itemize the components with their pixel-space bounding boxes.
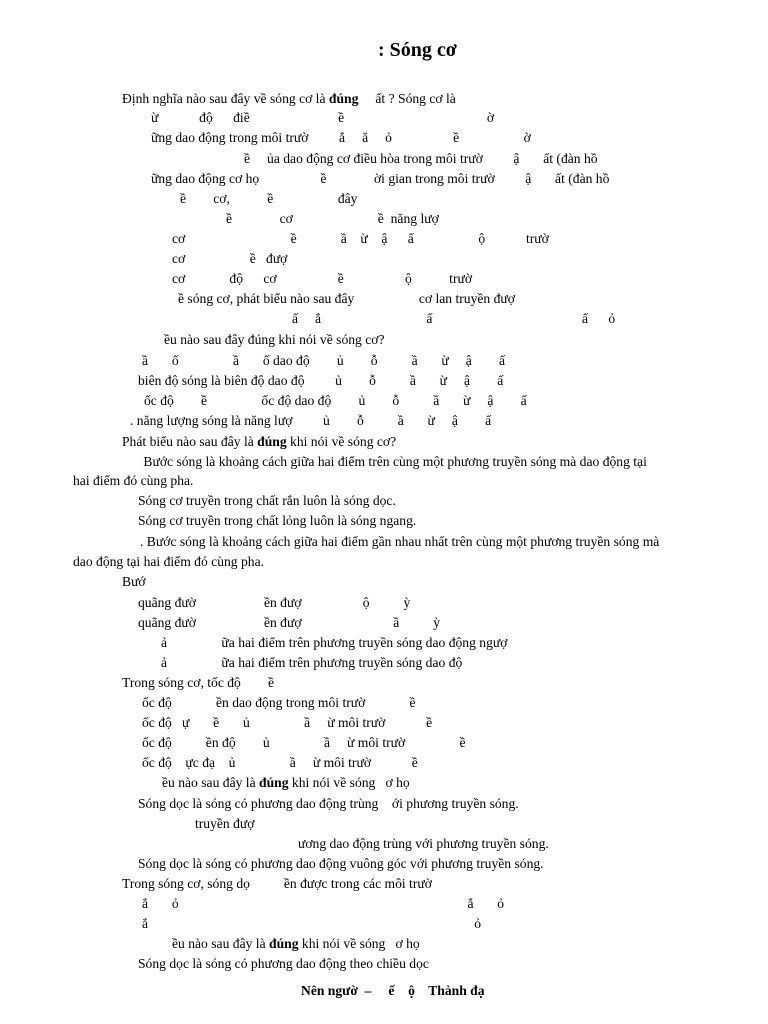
text-line — [142, 915, 481, 932]
text-line — [151, 129, 531, 146]
text-line — [144, 392, 527, 409]
text-line — [172, 250, 287, 267]
text-line — [298, 835, 549, 852]
text-line — [161, 634, 507, 651]
text-line — [122, 573, 146, 590]
text-segment: khi nói về sóng ơ họ — [288, 775, 410, 790]
text-segment: cơ ề ầ ừ ậ ấ ộ trườ — [172, 231, 549, 246]
text-segment: ững dao động trong môi trườ ắ ă ỏ ề ờ — [151, 130, 531, 145]
text-segment: Trong sóng cơ, tốc độ ề — [122, 675, 275, 690]
text-line — [122, 674, 274, 691]
text-segment: ề sóng cơ, phát biểu nào sau đây cơ lan truyền đượ — [178, 291, 515, 306]
text-segment: ả ữa hai điểm trên phương truyền sóng dao độ — [161, 655, 463, 670]
text-segment: hai điểm đó cùng pha. — [73, 473, 194, 488]
text-segment: biên độ sóng là biên độ dao độ ủ ỗ ầ ừ ậ ấ — [138, 373, 504, 388]
text-segment: ốc độ ền độ ủ ầ ừ môi trườ ề — [142, 735, 466, 750]
bold-text: đúng — [269, 936, 299, 951]
text-line — [195, 815, 254, 832]
text-line — [180, 190, 357, 207]
text-segment: Sóng cơ truyền trong chất lỏng luôn là sóng ngang. — [138, 513, 417, 528]
text-line — [172, 935, 420, 952]
text-segment: quãng đườ ền đượ ộ ỳ — [138, 595, 411, 610]
text-line — [138, 594, 410, 611]
text-line — [142, 352, 505, 369]
text-segment: Trong sóng cơ, sóng dọ ền được trong các môi trườ — [122, 876, 432, 891]
text-segment: Bước sóng là khoảng cách giữa hai điểm trên cùng một phương truyền sóng mà dao động tại — [140, 454, 647, 469]
text-segment: ầ ố ầ ố dao độ ủ ỗ ầ ừ ậ ấ — [142, 353, 506, 368]
text-line — [73, 553, 264, 570]
text-segment: ốc độ ự ề ủ ầ ừ môi trườ ề — [142, 715, 433, 730]
bold-text: đúng — [328, 91, 359, 106]
page-title: : Sóng cơ — [378, 39, 457, 61]
text-line — [292, 310, 615, 327]
text-line — [142, 754, 418, 771]
text-segment: ững dao động cơ họ ề ời gian trong môi trườ ậ ất (đàn hồ — [151, 171, 610, 186]
text-line — [244, 150, 598, 167]
text-segment: dao động tại hai điểm đó cùng pha. — [73, 554, 265, 569]
text-line — [122, 875, 432, 892]
text-line — [140, 533, 659, 550]
text-line — [138, 512, 416, 529]
text-segment: Sóng dọc là sóng có phương dao động trùng ới phương truyền sóng. — [138, 796, 519, 811]
text-line — [162, 774, 410, 791]
text-line — [142, 734, 466, 751]
text-segment: ấ ắ ấ ấ ỏ — [292, 311, 616, 326]
text-line — [164, 331, 385, 348]
text-line — [142, 714, 432, 731]
text-line — [130, 412, 491, 429]
text-segment: ương dao động trùng với phương truyền sóng. — [298, 836, 549, 851]
text-segment: ất ? Sóng cơ là — [358, 91, 456, 106]
bold-text: đúng — [257, 434, 287, 449]
text-line — [140, 453, 647, 470]
text-line — [151, 109, 494, 126]
text-segment: ắ ỏ — [142, 916, 482, 931]
text-segment: khi nói về sóng ơ họ — [298, 936, 420, 951]
text-segment: Sóng dọc là sóng có phương dao động theo chiều dọc — [138, 956, 429, 971]
text-segment: ắ ỏ ắ ỏ — [142, 896, 505, 911]
text-segment: ề cơ, ề đây — [180, 191, 358, 206]
text-segment: . Bước sóng là khoảng cách giữa hai điểm gần nhau nhất trên cùng một phương truyền sóng mà — [140, 534, 660, 549]
text-line — [226, 210, 439, 227]
text-segment: Bướ — [122, 574, 146, 589]
text-line — [172, 230, 549, 247]
text-line — [178, 290, 515, 307]
text-segment: ề cơ ề năng lượ — [226, 211, 439, 226]
text-segment: khi nói về sóng cơ? — [286, 434, 397, 449]
text-segment: cơ ề đượ — [172, 251, 288, 266]
text-line — [142, 895, 504, 912]
text-segment: . năng lượng sóng là năng lượ ủ ỗ ầ ừ ậ ấ — [130, 413, 492, 428]
text-segment: ều nào sau đây là — [162, 775, 260, 790]
text-segment: ều nào sau đây đúng khi nói về sóng cơ? — [164, 332, 385, 347]
text-line — [138, 372, 503, 389]
text-line — [122, 433, 396, 450]
text-line — [161, 654, 462, 671]
bold-text: đúng — [259, 775, 289, 790]
text-segment: ốc độ ực đạ ủ ầ ừ môi trườ ề — [142, 755, 418, 770]
text-segment: cơ độ cơ ề ộ trườ — [172, 271, 473, 286]
text-segment: truyền đượ — [195, 816, 255, 831]
text-segment: Sóng dọc là sóng có phương dao động vuông góc với phương truyền sóng. — [138, 856, 544, 871]
text-segment: ều nào sau đây là — [172, 936, 270, 951]
text-line — [138, 855, 544, 872]
text-segment: ốc độ ền dao động trong môi trườ ề — [142, 695, 416, 710]
text-line — [172, 270, 472, 287]
page-footer: Nên ngườ – ế ộ Thành đạ — [301, 983, 485, 998]
text-line — [138, 614, 440, 631]
text-line — [73, 472, 193, 489]
text-line — [138, 955, 429, 972]
text-line — [138, 795, 519, 812]
text-segment: Định nghĩa nào sau đây về sóng cơ là — [122, 91, 329, 106]
text-segment: Sóng cơ truyền trong chất rắn luôn là sóng dọc. — [138, 493, 396, 508]
text-segment: ốc độ ề ốc độ dao độ ủ ỗ ầ ừ ậ ấ — [144, 393, 527, 408]
text-line — [138, 492, 396, 509]
text-segment: ừ độ điề ề ờ — [151, 110, 495, 125]
text-segment: ề ủa dao động cơ điều hòa trong môi trườ ậ ất (đàn hồ — [244, 151, 598, 166]
text-segment: ả ữa hai điểm trên phương truyền sóng dao động ngượ — [161, 635, 508, 650]
text-segment: quãng đườ ền đượ ầ ỳ — [138, 615, 441, 630]
text-segment: Phát biểu nào sau đây là — [122, 434, 258, 449]
text-line — [122, 90, 456, 107]
text-line — [142, 694, 416, 711]
text-line — [151, 170, 609, 187]
